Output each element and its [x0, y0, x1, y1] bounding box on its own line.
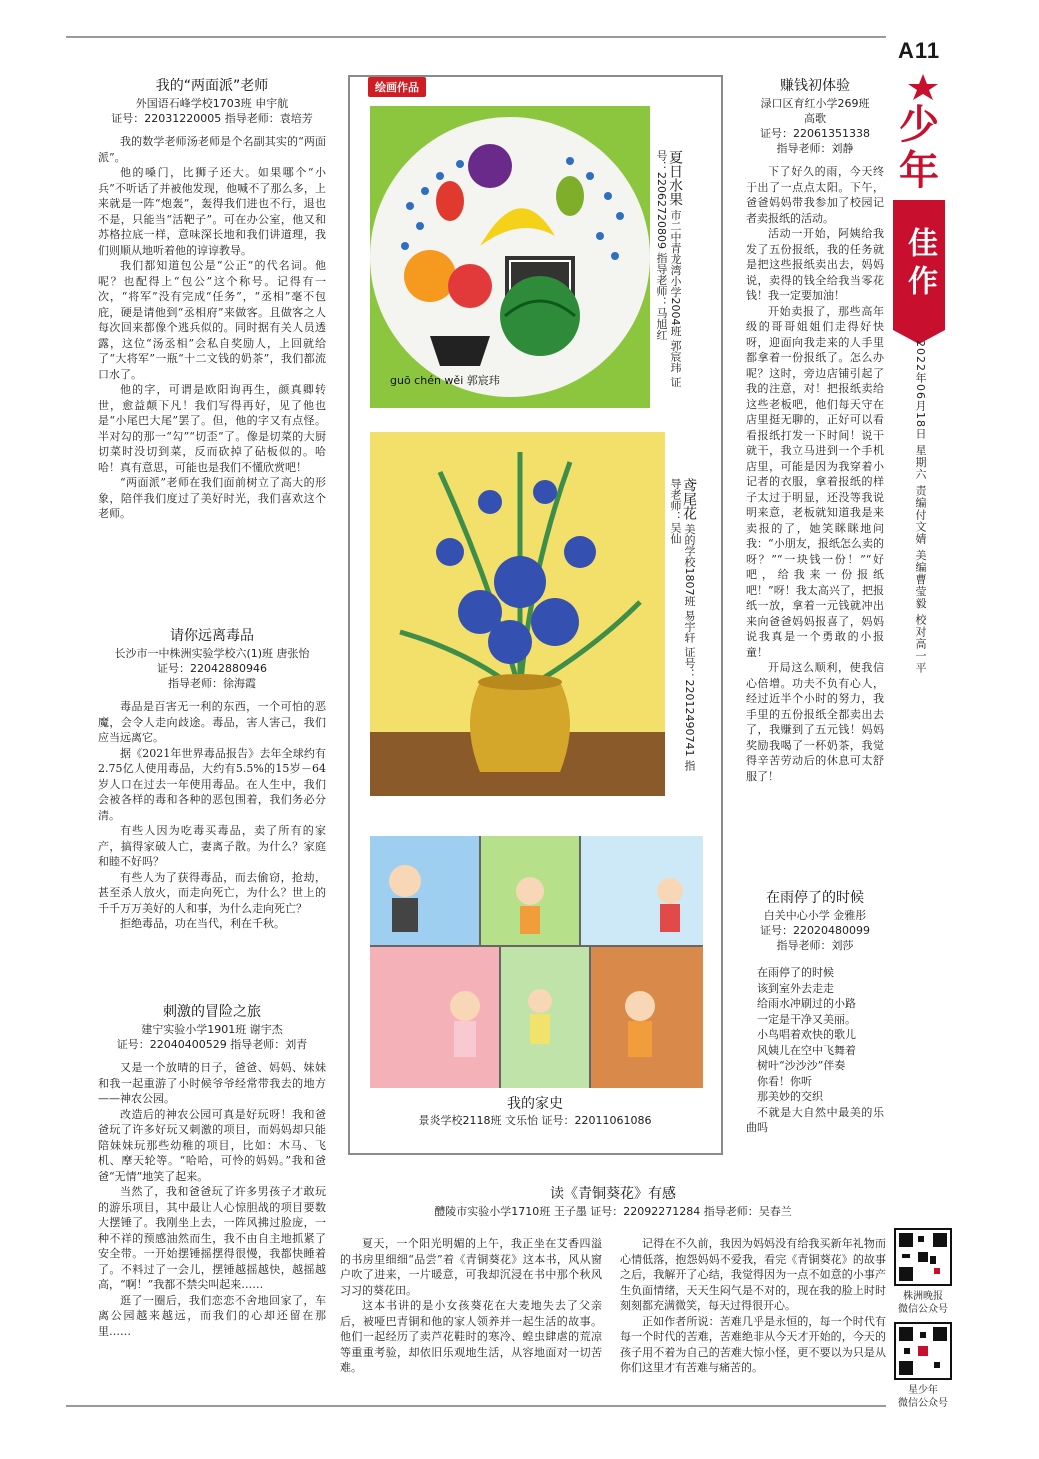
- article-stay-away-from-drugs: [98, 626, 326, 932]
- painting-signature: guō chén wěi 郭宸玮: [390, 374, 500, 387]
- painting-family-history: [370, 836, 703, 1088]
- article-author: 长沙市一中株洲实验学校六(1)班 唐张怡: [114, 647, 310, 660]
- article-title: 读《青铜葵花》有感: [550, 1186, 676, 1202]
- article-two-faced-teacher: [98, 76, 326, 522]
- svg-text:年: 年: [899, 148, 939, 192]
- article-teacher: 指导老师：徐海霞: [168, 677, 256, 690]
- qr-caption-zhuzhou: 株洲晚报 微信公众号: [898, 1291, 948, 1315]
- article-body: 又是一个放晴的日子，爸爸、妈妈、妹妹和我一起重游了小时候爷爷经常带我去的地方——神农公园。 改造后的神农公园可真是好玩呀！我和爸爸玩了许多好玩又刺激的项目，而妈妈却只能陪妹妹玩那些幼稚的项目，比如：木马、飞机、摩天轮等。“哈哈，可怜的妈妈。”我和爸爸“无情”地笑了起来。 当然了，我和爸爸玩了许多男孩子才敢玩的游乐项目，其中最让人心惊胆战的项目要数大摆锤了。我刚坐上去，一阵风拂过脸庞，一种不祥的预感油然而生，我不由自主地抓紧了安全带。一开始摆锤摇摆得很慢，我都快睡着了。不料过了一会儿，摆锤越摇越快，越摇越高，“啊！”我都不禁尖叫起来…… 逛了一圈后，我们恋恋不舍地回家了，车离公园越来越远，而我们的心却还留在那里……: [98, 1061, 326, 1338]
- column-label: 佳作: [893, 200, 945, 330]
- article-author: 醴陵市实验小学1710班 王子墨 证号：22092271284 指导老师：吴春兰: [434, 1205, 792, 1218]
- painting-title: 鸢尾花: [681, 478, 697, 520]
- article-adventure-trip: [98, 1002, 326, 1339]
- article-earning-money: [746, 76, 884, 784]
- gallery-tag: 绘画作品: [368, 77, 426, 97]
- article-school: 渌口区育红小学269班: [760, 97, 870, 110]
- article-certificate: 证号：22040400529 指导老师：刘青: [116, 1038, 308, 1051]
- date-editor-line: 2022年06月18日 星期六 责编付文婧 美编曹莹毅 校对高一平: [914, 340, 927, 674]
- article-body-left: 夏天，一个阳光明媚的上午，我正坐在艾香四溢的书房里细细“品尝”着《青铜葵花》这本书，风从窗户吹了进来，一片暖意，可我却沉浸在书中那个秋风习习的葵花田。 这本书讲的是小女孩葵花在大麦地失去了父亲后，被哑巴青铜和他的家人领养并一起生活的故事。他们一起经历了卖芦花鞋时的寒冷、蝗虫肆虐的荒凉等重重考验，却依旧乐观地生活，从容地面对一切苦难。: [340, 1237, 602, 1374]
- article-body: 我的数学老师汤老师是个名副其实的“两面派”。 他的嗓门，比狮子还大。如果哪个“小兵”不听话了并被他发现，他喊不了那么多，上来就是一阵“炮轰”，轰得我们进也不行，退也不是，只能当“活靶子”。可在办公室，他又和苏格拉底一样，意味深长地和我们讲道理，我们则顺从地听着他的谆谆教导。 我们都知道包公是“公正”的代名词。他呢？也配得上“包公”这个称号。记得有一次，“将军”没有完成“任务”，“丞相”毫不包庇，硬是请他到“丞相府”来做客。且做客之人每次回来都像个逃兵似的。同时据有关人员透露，这位“汤丞相”会私自奖励人，上回就给了“大将军”一瓶“十二文钱的奶茶”，我们都流口水了。 他的字，可谓是欧阳询再生，颜真卿转世，愈益颠下凡！我们写得再好，见了他也是“小尾巴大尾”罢了。但，他的字又有点怪。半对勾的那一“勾”“切歪”了。像是切菜的大厨切菜时没切到菜，反而砍掉了砧板似的。哈哈！真有意思，可能也是我们不懂欣赏吧！ “两面派”老师在我们面前树立了高大的形象，陪伴我们度过了美好时光，我们喜欢这个老师。: [98, 135, 326, 520]
- brand-logo: [893, 72, 953, 192]
- caption-summer-fruits: 夏日水果 市二中青龙湾小学2004班 郭宸玮 证号：22062720809 指导老师：马旭红: [655, 150, 683, 388]
- article-body: 下了好久的雨，今天终于出了一点点太阳。下午，爸爸妈妈带我参加了校园记者卖报纸的活动。 活动一开始，阿姨给我发了五份报纸，我的任务就是把这些报纸卖出去，妈妈说，卖得的钱全给我当零花钱！我一定要加油！ 开始卖报了，那些高年级的哥哥姐姐们走得好快呀，迎面向我走来的人手里都拿着一份报纸了。怎么办呢？这时，旁边店铺引起了我的注意，对！把报纸卖给这些老板吧，他们每天守在店里挺无聊的，正好可以看看报纸打发一下时间！说干就干，我立马进到一个手机店里，可能是因为我穿着小记者的衣服，拿着报纸的样子太过于明显，还没等我说明来意，老板就知道我是来卖报的了，她笑眯眯地问我：“小朋友，报纸怎么卖的呀？”“一块钱一份！”“好吧，给我来一份报纸吧！”呀！我太高兴了，把报纸一放，拿着一元钱就冲出来向爸爸妈妈报喜了，妈妈说我真是一个勇敢的小报童！ 开局这么顺利，使我信心倍增。功夫不负有心人，经过近半个小时的努力，我手里的五份报纸全都卖出去了，我赚到了五元钱！妈妈奖励我喝了一杯奶茶，我觉得辛苦劳动后的休息可太舒服了！: [746, 165, 884, 783]
- article-after-the-rain: [746, 888, 884, 1136]
- article-title: 我的“两面派”老师: [155, 78, 269, 94]
- article-title: 刺激的冒险之旅: [163, 1004, 261, 1020]
- article-bronze-sunflower: [340, 1184, 886, 1219]
- article-title: 在雨停了的时候: [766, 890, 864, 906]
- painting-title: 夏日水果: [667, 150, 683, 206]
- article-body-right: 记得在不久前，我因为妈妈没有给我买新年礼物而心情低落，抱怨妈妈不爱我，看完《青铜葵花》的故事之后，我解开了心结，我觉得因为一点不如意的小事产生负面情绪，天天生闷气是不对的，现在我的脸上时时刻刻都充满微笑，每天过得很开心。 正如作者所说：苦难几乎是永恒的，每一个时代有每一个时代的苦难，苦难绝非从今天才开始的，今天的孩子用不着为自己的苦难大惊小怪，更不要以为只是从你们这里才有苦难与痛苦的。: [620, 1237, 886, 1374]
- article-author: 高歌: [804, 112, 826, 125]
- qr-code-zhuzhou[interactable]: [894, 1228, 952, 1286]
- caption-iris: 鸢尾花 美的学校1807班 易宇轩 证号：22012490741 指导老师：吴仙: [669, 478, 697, 771]
- page-number: A11: [898, 38, 941, 63]
- poem-body: 在雨停了的时候 该到室外去走走 给雨水冲刷过的小路 一定是干净又美丽。 小鸟唱着欢快的歌儿 风姨儿在空中飞舞着 树叶“沙沙沙”伴奏 你看！你听 那美妙的交织 不就是大自然中最美的乐曲吗: [746, 966, 884, 1134]
- qr-caption-xingshaonian: 星少年 微信公众号: [898, 1385, 948, 1409]
- article-body: 毒品是百害无一利的东西，一个可怕的恶魔，会令人走向歧途。毒品，害人害己，我们应当远离它。 据《2021年世界毒品报告》去年全球约有2.75亿人使用毒品，大约有5.5%的15岁－64岁人口在过去一年使用毒品。在人生中，我们会被各样的毒和各种的恶包围着，我们务必分清。 有些人因为吃毒买毒品，卖了所有的家产，搞得家破人亡，妻离子散。为什么？家庭和睦不好吗？ 有些人为了获得毒品，而去偷窃，抢劫，甚至杀人放火，而走向死亡，为什么？世上的千千万万美好的人和事，为什么走向死亡？ 拒绝毒品，功在当代，利在千秋。: [98, 700, 326, 930]
- article-certificate: 证号：22031220005 指导老师：袁培芳: [111, 112, 313, 125]
- article-title: 请你远离毒品: [170, 628, 254, 644]
- article-author: 外国语石峰学校1703班 申宇航: [135, 97, 289, 110]
- qr-code-xingshaonian[interactable]: [894, 1322, 952, 1380]
- painting-iris: [370, 432, 665, 796]
- article-teacher: 指导老师：刘莎: [776, 939, 854, 952]
- top-rule: [66, 36, 886, 38]
- article-author: 建宁实验小学1901班 谢宇杰: [141, 1023, 283, 1036]
- article-certificate: 证号：22020480099: [760, 924, 870, 937]
- article-certificate: 证号：22042880946: [157, 662, 267, 675]
- painting-title: 我的家史: [507, 1096, 563, 1112]
- bottom-rule: [66, 1405, 886, 1407]
- article-certificate: 证号：22061351338: [760, 127, 870, 140]
- article-teacher: 指导老师：刘静: [776, 142, 854, 155]
- article-author: 白关中心小学 金雅彤: [763, 909, 867, 922]
- article-title: 赚钱初体验: [780, 78, 850, 94]
- brand-text: 少: [899, 102, 939, 148]
- painting-summer-fruits: [370, 106, 650, 408]
- painting-caption: 景炎学校2118班 文乐怡 证号：22011061086: [418, 1114, 652, 1127]
